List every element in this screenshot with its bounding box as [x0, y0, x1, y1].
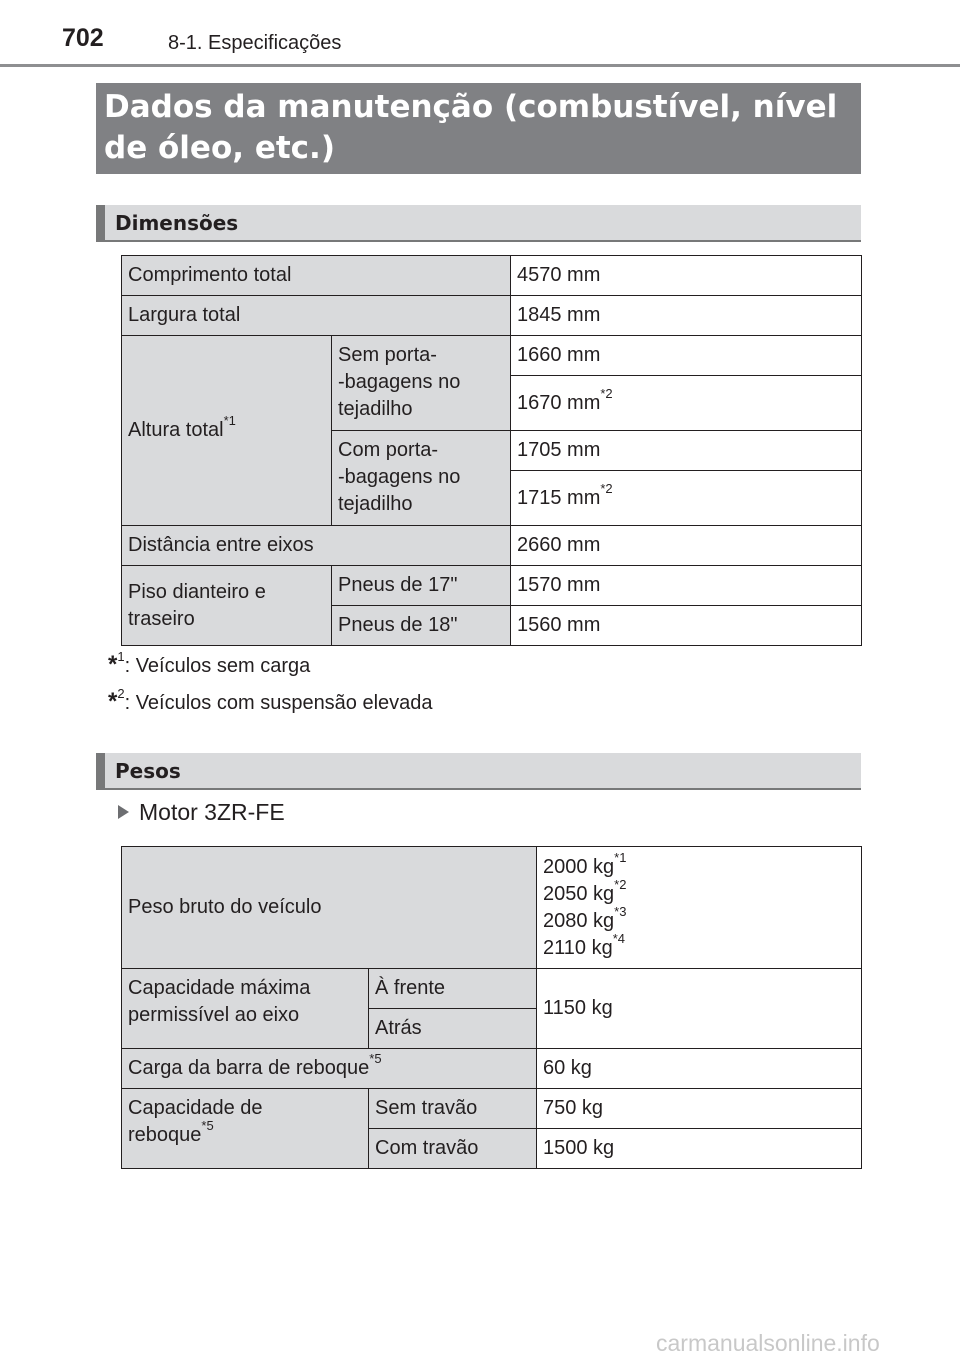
tire-18-label: Pneus de 18" [332, 606, 511, 646]
table-row [122, 256, 862, 296]
footnote-2-number: 2 [117, 686, 125, 702]
no-rack-value-2: 1670 mm [517, 391, 601, 414]
gross-weight-value-2 [543, 876, 855, 908]
footnote-2-mark: * [108, 688, 118, 715]
gross-weight-label: Peso bruto do veículo [122, 847, 537, 969]
table-row [122, 847, 862, 969]
watermark: carmanualsonline.info [656, 1330, 880, 1356]
gross-footnote-ref: *3 [614, 903, 627, 919]
tread-label: Piso dianteiro e traseiro [122, 566, 332, 646]
rear-label: Atrás [369, 1009, 537, 1049]
footnote-2 [108, 686, 433, 715]
length-value: 4570 mm [511, 256, 862, 296]
towing-footnote-ref: *5 [201, 1118, 214, 1134]
no-rack-label: Sem porta- -bagagens no tejadilho [332, 336, 511, 431]
towing-capacity-cell [122, 1089, 369, 1169]
height-label: Altura total [128, 419, 224, 441]
tire-17-value: 1570 mm [511, 566, 862, 606]
title-line-1: Dados da manutenção (combustível, nível [104, 89, 838, 125]
footnote-1-number: 1 [117, 649, 125, 665]
towbar-load-value: 60 kg [537, 1049, 862, 1089]
no-rack-value-2-cell [511, 376, 862, 431]
rack-value-1: 1705 mm [511, 431, 862, 471]
front-label: À frente [369, 969, 537, 1009]
wheelbase-label: Distância entre eixos [122, 526, 511, 566]
gross-value: 2050 kg [543, 882, 615, 905]
rack-value-2: 1715 mm [517, 486, 601, 509]
dimensions-heading: Dimensões [96, 205, 861, 242]
weights-table [121, 846, 862, 1169]
rack-footnote-ref: *2 [600, 480, 613, 496]
table-row [122, 969, 862, 1009]
gross-footnote-ref: *2 [614, 876, 627, 892]
length-label: Comprimento total [122, 256, 511, 296]
gross-value: 2000 kg [543, 855, 615, 878]
width-value: 1845 mm [511, 296, 862, 336]
table-row [122, 1089, 862, 1129]
unbraked-value: 750 kg [537, 1089, 862, 1129]
axle-capacity-value: 1150 kg [537, 969, 862, 1049]
gross-weight-value-3 [543, 903, 855, 935]
header-rule [0, 64, 960, 67]
braked-label: Com travão [369, 1129, 537, 1169]
footnote-1 [108, 649, 311, 678]
gross-footnote-ref: *1 [614, 849, 627, 865]
table-row [122, 296, 862, 336]
table-row [122, 526, 862, 566]
page-number: 702 [62, 24, 104, 52]
weights-heading: Pesos [96, 753, 861, 790]
rack-value-2-cell [511, 471, 862, 526]
footnote-2-text: : Veículos com suspensão elevada [124, 692, 433, 714]
gross-value: 2110 kg [543, 936, 613, 959]
tire-18-value: 1560 mm [511, 606, 862, 646]
engine-label: Motor 3ZR-FE [139, 799, 285, 825]
gross-weight-value-4 [543, 930, 855, 962]
tire-17-label: Pneus de 17" [332, 566, 511, 606]
footnote-1-text: : Veículos sem carga [124, 655, 311, 677]
engine-item [118, 799, 285, 826]
wheelbase-value: 2660 mm [511, 526, 862, 566]
footnote-1-mark: * [108, 651, 118, 678]
rack-label: Com porta- -bagagens no tejadilho [332, 431, 511, 526]
page-title [96, 83, 861, 174]
gross-value: 2080 kg [543, 909, 615, 932]
axle-capacity-label: Capacidade máxima permissível ao eixo [122, 969, 369, 1049]
dimensions-table [121, 255, 862, 646]
towbar-footnote-ref: *5 [369, 1051, 382, 1067]
gross-weight-values [537, 847, 862, 969]
table-row [122, 1049, 862, 1089]
title-line-2: de óleo, etc.) [104, 130, 335, 166]
table-row [122, 566, 862, 606]
braked-value: 1500 kg [537, 1129, 862, 1169]
no-rack-value-1: 1660 mm [511, 336, 862, 376]
no-rack-footnote-ref: *2 [600, 385, 613, 401]
towing-capacity-label: Capacidade de reboque [128, 1097, 263, 1146]
unbraked-label: Sem travão [369, 1089, 537, 1129]
height-footnote-ref: *1 [223, 413, 236, 429]
gross-weight-value-1 [543, 849, 855, 881]
gross-footnote-ref: *4 [612, 930, 625, 946]
towbar-load-label: Carga da barra de reboque [128, 1057, 370, 1079]
towbar-load-cell [122, 1049, 537, 1089]
height-label-cell [122, 336, 332, 526]
width-label: Largura total [122, 296, 511, 336]
table-row [122, 336, 862, 376]
section-reference: 8-1. Especificações [168, 32, 342, 54]
triangle-bullet-icon [118, 805, 129, 819]
